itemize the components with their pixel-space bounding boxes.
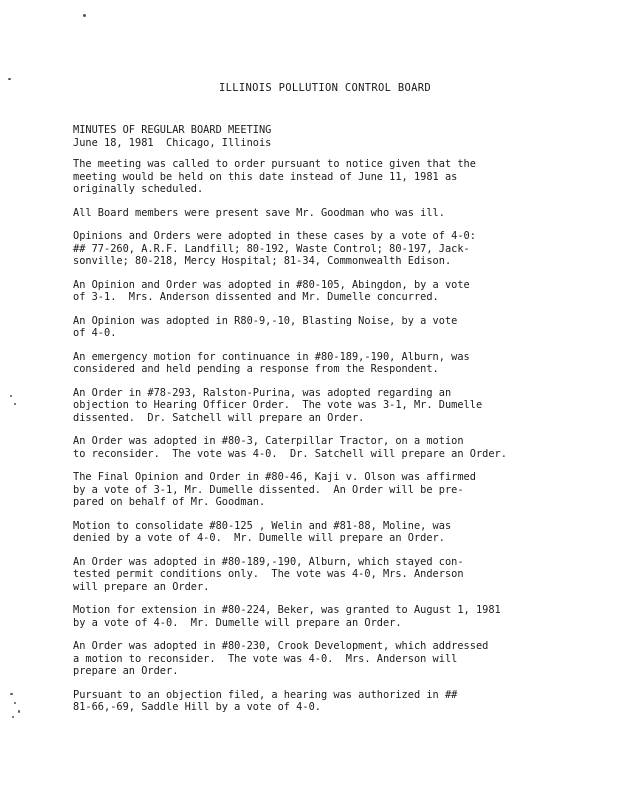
- scan-speck: [10, 395, 12, 397]
- text-line: by a vote of 4-0. Mr. Dumelle will prepare an Order.: [73, 616, 402, 629]
- paragraph-opinions-orders: [73, 230, 593, 268]
- text-line: objection to Hearing Officer Order. The vote was 3-1, Mr. Dumelle: [73, 399, 483, 411]
- text-line: The Final Opinion and Order in #80-46, Kaji v. Olson was affirmed: [73, 471, 476, 483]
- scan-speck: [10, 693, 13, 695]
- paragraph-blasting-noise: [73, 315, 593, 340]
- paragraph-beker-extension: [73, 604, 593, 629]
- text-line: sonville; 80-218, Mercy Hospital; 81-34, Commonwealth Edison.: [73, 255, 452, 267]
- paragraph-saddle-hill: [73, 689, 593, 714]
- meeting-title: MINUTES OF REGULAR BOARD MEETING: [73, 124, 272, 136]
- text-line: Opinions and Orders were adopted in these cases by a vote of 4-0:: [73, 230, 476, 242]
- paragraph-kaji-v-olson: [73, 471, 593, 509]
- text-line: An Order was adopted in #80-189,-190, Alburn, which stayed con-: [73, 555, 464, 568]
- text-line: denied by a vote of 4-0. Mr. Dumelle will prepare an Order.: [73, 532, 445, 544]
- paragraph-emergency-motion: [73, 351, 593, 376]
- text-line: originally scheduled.: [73, 183, 204, 195]
- scan-speck: [14, 403, 16, 405]
- text-line: of 4-0.: [73, 327, 117, 339]
- text-line: considered and held pending a response from the Respondent.: [73, 363, 439, 375]
- document-header: [0, 82, 618, 94]
- text-line: An Order was adopted in #80-3, Caterpillar Tractor, on a motion: [73, 435, 464, 447]
- text-line: All Board members were present save Mr. Goodman who was ill.: [73, 206, 445, 219]
- text-line: An Opinion and Order was adopted in #80-105, Abingdon, by a vote: [73, 278, 470, 291]
- text-line: will prepare an Order.: [73, 580, 210, 593]
- scan-speck: [8, 78, 11, 80]
- paragraph-abingdon: [73, 279, 593, 304]
- paragraph-call-to-order: [73, 158, 593, 196]
- text-line: of 3-1. Mrs. Anderson dissented and Mr. Dumelle concurred.: [73, 291, 439, 303]
- text-line: by a vote of 3-1, Mr. Dumelle dissented. An Order will be pre-: [73, 483, 464, 496]
- text-line: dissented. Dr. Satchell will prepare an Order.: [73, 411, 365, 424]
- text-line: Motion for extension in #80-224, Beker, was granted to August 1, 1981: [73, 604, 501, 616]
- paragraph-caterpillar: [73, 435, 593, 460]
- text-line: to reconsider. The vote was 4-0. Dr. Satchell will prepare an Order.: [73, 447, 507, 460]
- text-line: pared on behalf of Mr. Goodman.: [73, 496, 266, 508]
- paragraph-consolidate-motion: [73, 520, 593, 545]
- text-line: An Order in #78-293, Ralston-Purina, was adopted regarding an: [73, 386, 452, 399]
- meeting-date-location: June 18, 1981 Chicago, Illinois: [73, 136, 272, 149]
- scan-speck: [18, 710, 20, 713]
- text-line: An Order was adopted in #80-230, Crook Development, which addressed: [73, 640, 489, 652]
- text-line: Pursuant to an objection filed, a hearing was authorized in ##: [73, 688, 458, 701]
- text-line: Motion to consolidate #80-125 , Welin and #81-88, Moline, was: [73, 519, 452, 532]
- text-line: meeting would be held on this date instead of June 11, 1981 as: [73, 170, 458, 183]
- paragraph-crook-development: [73, 640, 593, 678]
- text-line: An emergency motion for continuance in #80-189,-190, Alburn, was: [73, 350, 470, 363]
- meeting-title-block: [73, 124, 593, 149]
- text-line: prepare an Order.: [73, 665, 179, 677]
- paragraph-attendance: [73, 207, 593, 220]
- text-line: tested permit conditions only. The vote was 4-0, Mrs. Anderson: [73, 568, 464, 580]
- text-line: ## 77-260, A.R.F. Landfill; 80-192, Waste Control; 80-197, Jack-: [73, 242, 470, 255]
- text-line: 81-66,-69, Saddle Hill by a vote of 4-0.: [73, 701, 321, 713]
- text-line: a motion to reconsider. The vote was 4-0. Mrs. Anderson will: [73, 652, 458, 665]
- scan-speck: [14, 702, 16, 704]
- scan-speck: [12, 716, 14, 718]
- text-line: An Opinion was adopted in R80-9,-10, Blasting Noise, by a vote: [73, 314, 458, 327]
- paragraph-ralston-purina: [73, 387, 593, 425]
- paragraph-alburn-order: [73, 556, 593, 594]
- board-title: ILLINOIS POLLUTION CONTROL BOARD: [219, 82, 431, 94]
- minutes-body: [73, 124, 593, 725]
- scan-speck: [83, 14, 86, 17]
- text-line: The meeting was called to order pursuant to notice given that the: [73, 158, 476, 170]
